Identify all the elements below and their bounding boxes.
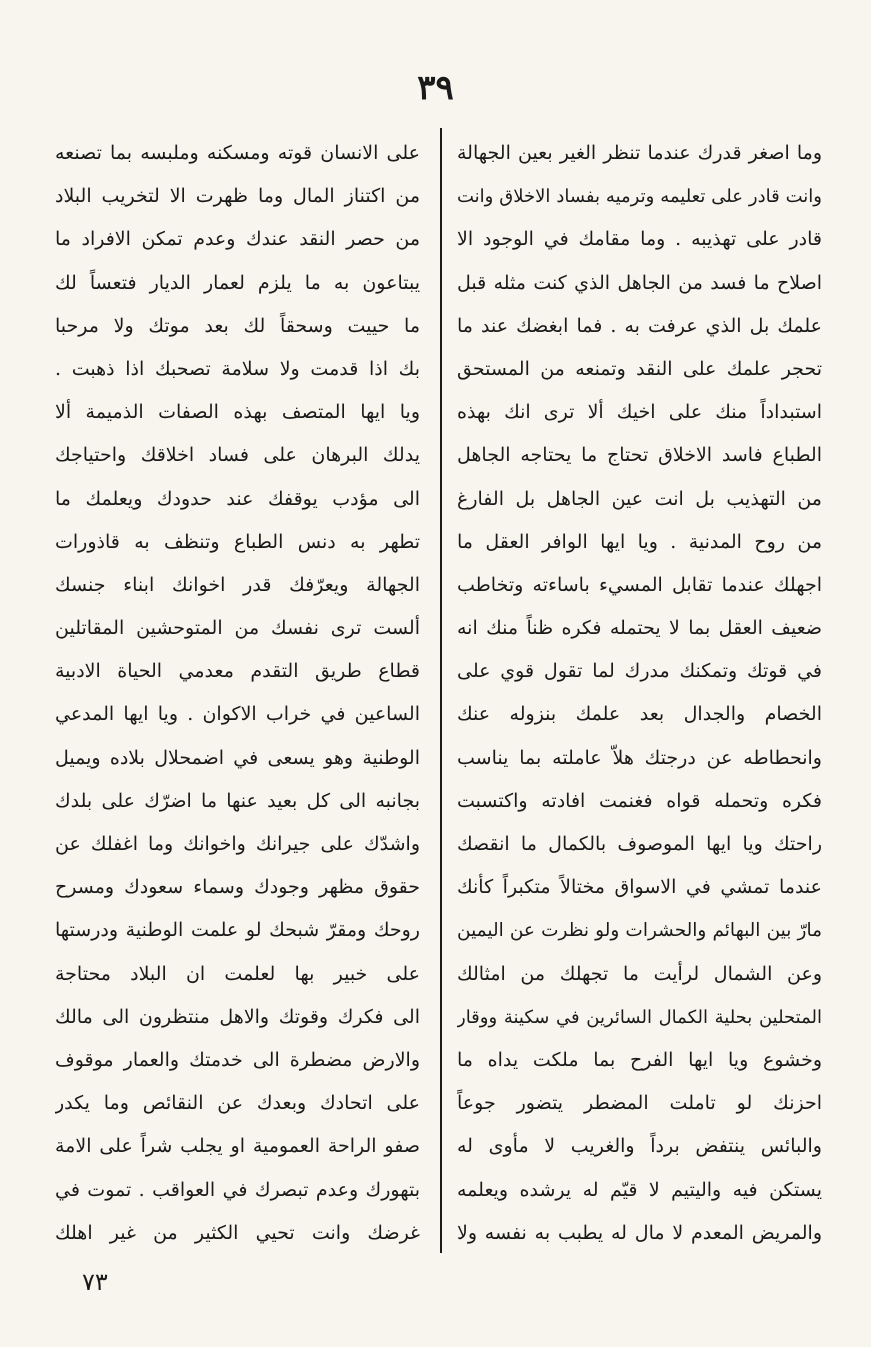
text-line: الجهالة ويعرّفك قدر اخوانك ابناء جنسك	[55, 573, 420, 596]
text-line: على خبير بها لعلمت ان البلاد محتاجة	[55, 962, 420, 985]
text-line: ويا ايها المتصف بهذه الصفات الذميمة ألا	[55, 401, 420, 424]
text-line: الخصام والجدال بعد علمك بنزوله عنك	[457, 703, 822, 726]
text-line: الى فكرك وقوتك والاهل منتظرون الى مالك	[55, 1005, 420, 1028]
text-line: حقوق مظهر وجودك وسماء سعودك ومسرح	[55, 876, 420, 899]
text-line: على اتحادك وبعدك عن النقائص وما يكدر	[55, 1092, 420, 1115]
text-line: عندما تمشي في الاسواق مختالاً متكبراً كأنك	[457, 876, 822, 899]
text-line: من روح المدنية . ويا ايها الوافر العقل ما	[457, 530, 822, 553]
text-line: الوطنية وهو يسعى في اضمحلال بلاده ويميل	[55, 746, 420, 769]
text-line: استبداداً منك على اخيك ألا ترى انك بهذه	[457, 401, 822, 424]
text-line: وانحطاطه عن درجتك هلاّ عاملته بما يناسب	[457, 746, 822, 769]
text-line: اجهلك عندما تقابل المسيء باساءته وتخاطب	[457, 573, 822, 596]
text-line: ألست ترى نفسك من المتوحشين المقاتلين	[55, 617, 420, 640]
text-line: والارض مضطرة الى خدمتك والعمار موقوف	[55, 1048, 420, 1071]
text-line: بك اذا قدمت ولا سلامة تصحبك اذا ذهبت .	[55, 357, 420, 380]
text-line: غرضك وانت تحيي الكثير من غير اهلك	[55, 1221, 420, 1244]
text-line: فكره وتحمله قواه فغنمت افادته واكتسبت	[457, 789, 822, 812]
left-column	[55, 132, 420, 1252]
text-line: الساعين في خراب الاكوان . ويا ايها المدعي	[55, 703, 420, 726]
text-line: الطباع فاسد الاخلاق تحتاج ما يحتاجه الجاهل	[457, 444, 822, 467]
right-column	[457, 132, 822, 1252]
page-number: ٣٩	[417, 68, 454, 108]
footer-number: ٧٣	[82, 1268, 108, 1296]
text-line: يدلك البرهان على فساد اخلاقك واحتياجك	[55, 444, 420, 467]
text-line: ما حييت وسحقاً لك بعد موتك ولا مرحبا	[55, 314, 420, 337]
text-line: راحتك ويا ايها الموصوف بالكمال ما انقصك	[457, 833, 822, 855]
text-line: روحك ومقرّ شبحك لو علمت الوطنية ودرستها	[55, 919, 420, 942]
text-line: مارّ بين البهائم والحشرات ولو نظرت عن اليمين	[457, 920, 822, 942]
text-line: وانت قادر على تعليمه وترميه بفساد الاخلاق وانت	[457, 186, 822, 208]
text-line: علمك بل الذي عرفت به . فما ابغضك عند ما	[457, 314, 822, 337]
text-line: قطاع طريق التقدم معدمي الحياة الادبية	[55, 660, 420, 683]
text-line: المتحلين بحلية الكمال السائرين في سكينة ووقار	[457, 1006, 822, 1028]
text-line: والبائس ينتفض برداً والغريب لا مأوى له	[457, 1135, 822, 1158]
text-line: وما اصغر قدرك عندما تنظر الغير بعين الجهالة	[457, 142, 822, 164]
text-line: على الانسان قوته ومسكنه وملبسه بما تصنعه	[55, 142, 420, 164]
text-line: يستكن فيه واليتيم لا قيّم له يرشده ويعلمه	[457, 1178, 822, 1201]
text-line: واشدّك على جيرانك واخوانك وما اغفلك عن	[55, 833, 420, 855]
text-line: في قوتك وتمكنك مدرك لما تقول قوي على	[457, 660, 822, 683]
text-line: من اكتناز المال وما ظهرت الا لتخريب البلاد	[55, 185, 420, 208]
text-line: من التهذيب بل انت عين الجاهل بل الفارغ	[457, 487, 822, 510]
text-line: من حصر النقد عندك وعدم تمكن الافراد ما	[55, 228, 420, 251]
text-line: تطهر به دنس الطباع وتنظف به قاذورات	[55, 530, 420, 553]
text-line: وخشوع ويا ايها الفرح بما ملكت يداه ما	[457, 1048, 822, 1071]
text-line: احزنك لو تاملت المضطر يتضور جوعاً	[457, 1092, 822, 1115]
text-line: تحجر علمك على النقد وتمنعه من المستحق	[457, 357, 822, 380]
text-line: صفو الراحة العمومية او يجلب شراً على الامة	[55, 1135, 420, 1158]
column-divider	[440, 128, 442, 1253]
text-line: يبتاعون به ما يلزم لعمار الديار فتعساً لك	[55, 271, 420, 294]
text-line: الى مؤدب يوقفك عند حدودك ويعلمك ما	[55, 487, 420, 510]
text-line: قادر على تهذيبه . وما مقامك في الوجود الا	[457, 228, 822, 251]
text-line: بتهورك وعدم تبصرك في العواقب . تموت في	[55, 1178, 420, 1201]
text-line: اصلاح ما فسد من الجاهل الذي كنت مثله قبل	[457, 271, 822, 294]
text-line: وعن الشمال لرأيت ما تجهلك من امثالك	[457, 962, 822, 985]
text-line: ضعيف العقل بما لا يحتمله فكره ظناً منك انه	[457, 617, 822, 640]
text-line: بجانبه الى كل بعيد عنها ما اضرّك على بلدك	[55, 789, 420, 812]
text-line: والمريض المعدم لا مال له يطبب به نفسه ولا	[457, 1221, 822, 1244]
